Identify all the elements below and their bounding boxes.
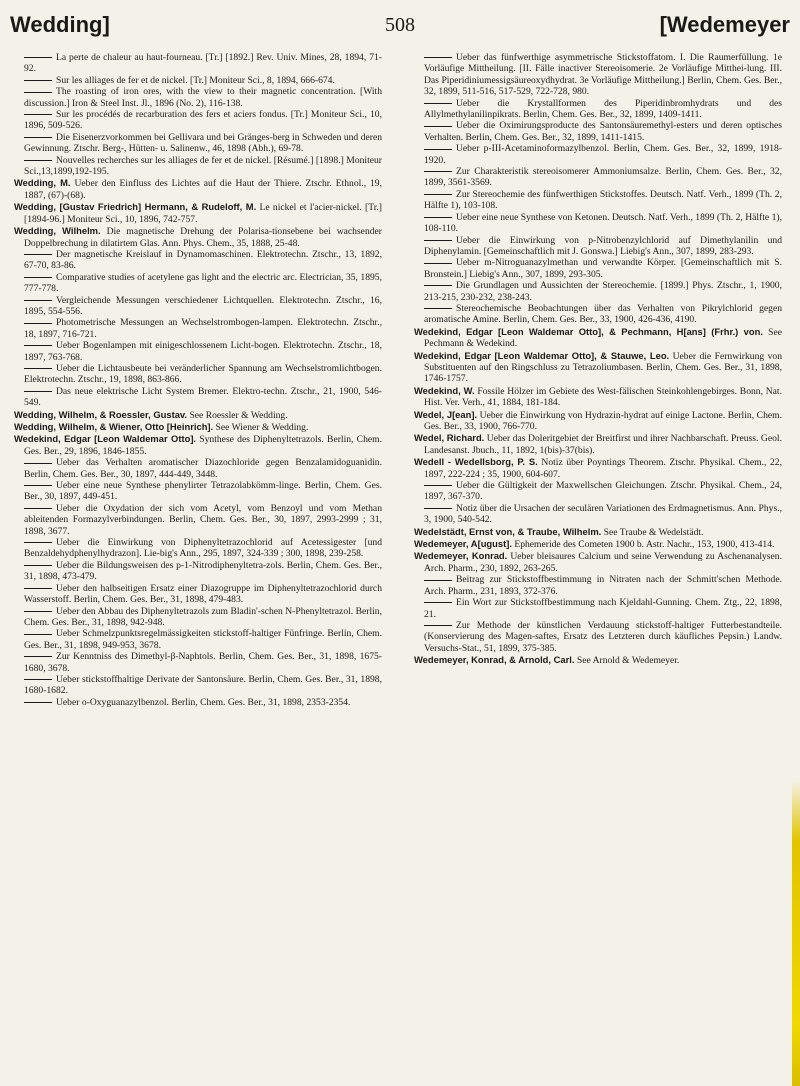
author-heading: Wedding, M. xyxy=(14,177,71,189)
bibliography-entry xyxy=(414,538,782,550)
ditto-dash xyxy=(24,114,52,115)
entry-text: Vergleichende Messungen verschiedener Lichtquellen. Elektrotechn. Ztschr., 16, 1895, 554-556. xyxy=(24,294,382,317)
entry-text: Ephemeride des Cometen 1900 b. Astr. Nachr., 153, 1900, 413-414. xyxy=(511,539,775,551)
bibliography-entry xyxy=(14,583,382,606)
author-heading: Wedding, Wilhelm. xyxy=(14,225,101,237)
entry-text: Photometrische Messungen an Wechselstrombogen-lampen. Elektrotechn. Ztschr., 18, 1897, 716-721. xyxy=(24,317,382,340)
author-heading: Wedemeyer, Konrad. xyxy=(414,550,508,562)
bibliography-entry xyxy=(14,132,382,155)
ditto-dash xyxy=(24,565,52,566)
bibliography-entry xyxy=(14,52,382,75)
author-heading: Wedekind, Edgar [Leon Waldemar Otto], & Stauwe, Leo. xyxy=(414,349,670,361)
entry-text: See Wiener & Wedding. xyxy=(213,422,309,433)
ditto-dash xyxy=(424,57,452,58)
entry-text: Ueber eine neue Synthese phenylirter Tetrazolabkömm-linge. Berlin, Chem. Ges. Ber., 30, 1897, 449-451. xyxy=(24,480,382,503)
entry-text: See Traube & Wedelstädt. xyxy=(601,526,704,538)
ditto-dash xyxy=(24,368,52,369)
entry-text: Ueber Schmelzpunktsregelmässigkeiten stickstoff-haltiger Fünfringe. Berlin, Chem. Ges. Ber., 31, 1898, 949-953, 3678. xyxy=(24,628,382,651)
bibliography-entry xyxy=(14,272,382,295)
bibliography-entry xyxy=(414,52,782,98)
ditto-dash xyxy=(424,171,452,172)
bibliography-entry xyxy=(414,503,782,526)
bibliography-entry xyxy=(414,456,782,480)
ditto-dash xyxy=(24,679,52,680)
entry-text: Zur Stereochemie des fünfwerthigen Stickstoffes. Deutsch. Natf. Verh., 1899 (Th. 2, Hälfte 1), 103-108. xyxy=(424,188,782,212)
entry-text: See Arnold & Wedemeyer. xyxy=(574,655,680,667)
entry-text: Ueber das Verhalten aromatischer Diazochloride gegen Benzalamidoguanidin. Berlin, Chem. Ges. Ber., 30, 1897, 444-449, 3448. xyxy=(24,457,382,480)
bibliography-entry xyxy=(14,340,382,363)
ditto-dash xyxy=(424,625,452,626)
entry-text: Ueber o-Oxyguanazylbenzol. Berlin, Chem. Ges. Ber., 31, 1898, 2353-2354. xyxy=(56,696,351,708)
bibliography-entry xyxy=(14,537,382,560)
ditto-dash xyxy=(424,194,452,195)
entry-text: Ueber bleisaures Calcium und seine Verwendung zu Aschenanalysen. Arch. Pharm., 230, 1892, 263-265. xyxy=(424,551,782,574)
bibliography-entry xyxy=(414,385,782,409)
ditto-dash xyxy=(24,391,52,392)
bibliography-entry xyxy=(414,574,782,597)
entry-text: Die magnetische Drehung der Polarisa-tionsebene bei wachsender Doppelbrechung in dilatirtem Glas. Ann. Phys. Chem., 35, 1888, 25-48. xyxy=(24,226,382,249)
entry-text: Ueber die Einwirkung von Diphenyltetrazochlorid auf Acetessigester [und Benzaldehydphenylhydrazon]. Lie-big's Ann., 295, 1897, 324-339 ; 300, 1898, 239-258. xyxy=(24,537,382,560)
entry-text: Die Grundlagen und Aussichten der Stereochemie. [1899.] Phys. Ztschr., 1, 1900, 213-215, 230-232, 238-243. xyxy=(424,280,782,303)
left-column xyxy=(14,52,382,1080)
ditto-dash xyxy=(24,611,52,612)
entry-text: Fossile Hölzer im Gebiete des West-fälischen Steinkohlengebirges. Bonn, Nat. Hist. Ver. Verh., 41, 1884, 181-184. xyxy=(424,385,782,409)
bibliography-entry xyxy=(14,109,382,132)
ditto-dash xyxy=(24,508,52,509)
bibliography-entry xyxy=(14,560,382,583)
bibliography-entry xyxy=(414,189,782,212)
ditto-dash xyxy=(24,92,52,93)
page-number: 508 xyxy=(385,14,415,36)
entry-text: Comparative studies of acetylene gas light and the electric arc. Electrician, 35, 1895, 777-778. xyxy=(24,271,382,295)
ditto-dash xyxy=(24,57,52,58)
bibliography-entry xyxy=(414,143,782,166)
bibliography-entry xyxy=(14,480,382,503)
entry-text: Ueber eine neue Synthese von Ketonen. Deutsch. Natf. Verh., 1899 (Th. 2, Hälfte 1), 108-110. xyxy=(424,211,782,235)
entry-text: Notiz über Poyntings Theorem. Ztschr. Physikal. Chem., 22, 1897, 222-224 ; 35, 1900, 604-607. xyxy=(424,457,782,480)
entry-text: Beitrag zur Stickstoffbestimmung in Nitraten nach der Schmitt'schen Methode. Arch. Pharm., 231, 1893, 372-376. xyxy=(424,574,782,597)
bibliography-entry xyxy=(14,433,382,457)
ditto-dash xyxy=(424,308,452,309)
entry-text: Ueber den Abbau des Diphenyltetrazols zum Bladin'-schen N-Phenyltetrazol. Berlin, Chem. Ges. Ber., 31, 1898, 942-948. xyxy=(24,605,382,628)
entry-text: Ueber das fünfwerthige asymmetrische Stickstoffatom. I. Die Raumerfüllung. 1e Vorläufige Mittheilung. [II. Fälle inactiver Stereoisomerie. 2e Vorläufige Mitthei-lung. III. Das Piperidiniumessigsäureoxydhydrat. 3e Vorläufige Mittheilung.] Berlin, Chem. Ges. Ber., 32, 1899, 511-516, 517-529, 722-728, 980. xyxy=(424,52,782,98)
ditto-dash xyxy=(24,634,52,635)
ditto-dash xyxy=(24,588,52,589)
bibliography-entry xyxy=(14,457,382,480)
entry-text: Ueber die Lichtausbeute bei veränderlicher Spannung am Wechselstromlichtbogen. Elektrotechn. Ztschr., 19, 1898, 863-866. xyxy=(24,362,382,386)
entry-text: Zur Charakteristik stereoisomerer Ammoniumsalze. Berlin, Chem. Ges. Ber., 32, 1899, 3561-3569. xyxy=(424,166,782,189)
ditto-dash xyxy=(24,656,52,657)
entry-text: Das neue elektrische Licht System Bremer. Elektro-techn. Ztschr., 21, 1900, 546-549. xyxy=(24,385,382,409)
entry-text: Ueber die Gültigkeit der Maxwellschen Gleichungen. Ztschr. Physikal. Chem., 24, 1897, 367-370. xyxy=(424,480,782,503)
entry-text: Ueber die Oxydation der sich vom Acetyl, vom Benzoyl und vom Methan ableitenden Formazylverbindungen. Berlin, Chem. Ges. Ber., 30, 1897, 2993-2999 ; 31, 1898, 3677. xyxy=(24,502,382,537)
entry-text: Ueber die Einwirkung von Hydrazin-hydrat auf einige Lactone. Berlin, Chem. Ges. Ber., 33, 1900, 766-770. xyxy=(424,409,782,432)
entry-text: Ueber die Oximirungsproducte des Santonsäuremethyl-esters und deren optisches Verhalten. Berlin, Chem. Ges. Ber., 32, 1899, 1411-1415. xyxy=(424,120,782,143)
bibliography-entry xyxy=(414,526,782,538)
bibliography-entry xyxy=(14,75,382,86)
entry-text: Zur Methode der künstlichen Verdauung stickstoff-haltiger Futterbestandteile. (Konservierung des Magen-saftes, Ersatz des Letzteren durch käufliches Pepsin.) Landw. Versuchs-Stat., 51, 1899, 375-385. xyxy=(424,619,782,654)
bibliography-entry xyxy=(14,155,382,178)
ditto-dash xyxy=(424,285,452,286)
entry-text: See Pechmann & Wedekind. xyxy=(424,326,782,350)
entry-text: Nouvelles recherches sur les alliages de fer et de nickel. [Résumé.] [1898.] Moniteur Sci.,13,1899,192-195. xyxy=(24,154,382,178)
entry-text: Ueber stickstoffhaltige Derivate der Santonsäure. Berlin, Chem. Ges. Ber., 31, 1898, 1680-1682. xyxy=(24,673,382,697)
ditto-dash xyxy=(24,542,52,543)
ditto-dash xyxy=(424,126,452,127)
entry-text: Ueber die Krystallformen des Piperidinbromhydrats und des Allylmethylanilinpikrats. Berlin, Chem. Ges. Ber., 32, 1899, 1409-1411. xyxy=(424,97,782,121)
bibliography-entry xyxy=(414,597,782,620)
bibliography-entry xyxy=(14,674,382,697)
entry-text: See Roessler & Wedding. xyxy=(187,409,288,421)
bibliography-entry xyxy=(14,606,382,629)
entry-text: Sur les procédés de recarburation des fers et aciers fondus. [Tr.] Moniteur Sci., 10, 1896, 509-526. xyxy=(24,109,382,132)
ditto-dash xyxy=(24,80,52,81)
author-heading: Wedding, [Gustav Friedrich] Hermann, & Rudeloff, M. xyxy=(14,201,257,213)
bibliography-entry xyxy=(414,654,782,666)
entry-text: Notiz über die Ursachen der seculären Variationen des Erdmagnetismus. Ann. Phys., 3, 1900, 540-542. xyxy=(424,502,782,526)
author-heading: Wedekind, Edgar [Leon Waldemar Otto]. xyxy=(14,433,197,445)
bibliography-entry xyxy=(414,235,782,258)
bibliography-entry xyxy=(414,166,782,189)
ditto-dash xyxy=(24,463,52,464)
bibliography-entry xyxy=(14,363,382,386)
author-heading: Wedel, Richard. xyxy=(414,432,485,444)
bibliography-entry xyxy=(14,86,382,109)
page-edge-tab xyxy=(792,780,800,1086)
ditto-dash xyxy=(424,580,452,581)
entry-text: Sur les alliages de fer et de nickel. [Tr.] Moniteur Sci., 8, 1894, 666-674. xyxy=(56,74,335,86)
entry-text: Ueber p-III-Acetaminoformazylbenzol. Berlin, Chem. Ges. Ber., 32, 1899, 1918-1920. xyxy=(424,143,782,166)
bibliography-entry xyxy=(14,201,382,225)
bibliography-entry xyxy=(14,177,382,201)
bibliography-entry xyxy=(414,280,782,303)
author-heading: Wedell - Wedellsborg, P. S. xyxy=(414,456,538,468)
ditto-dash xyxy=(24,323,52,324)
entry-text: Ein Wort zur Stickstoffbestimmung nach Kjeldahl-Gunning. Chem. Ztg., 22, 1898, 21. xyxy=(424,597,782,620)
ditto-dash xyxy=(424,103,452,104)
ditto-dash xyxy=(424,602,452,603)
bibliography-entry xyxy=(414,98,782,121)
ditto-dash xyxy=(24,277,52,278)
author-heading: Wedel, J[ean]. xyxy=(414,408,478,420)
header-first-entry: Wedding] xyxy=(10,12,110,37)
ditto-dash xyxy=(424,485,452,486)
entry-text: Die Eisenerzvorkommen bei Gellivara und bei Gränges-berg in Schweden und deren Gewinnung. Ztschr. Berg-, Hütten- u. Salinenw., 46, 1898 (Abh.), 69-78. xyxy=(24,131,382,155)
ditto-dash xyxy=(24,254,52,255)
author-heading: Wedding, Wilhelm, & Roessler, Gustav. xyxy=(14,408,188,420)
entry-text: Ueber den halbseitigen Ersatz einer Diazogruppe im Diphenyltetrazochlorid durch Wasserstoff. Berlin, Chem. Ges. Ber., 31, 1898, 479-483. xyxy=(24,582,382,606)
entry-text: Ueber die Bildungsweisen des p-1-Nitrodiphenyltetra-zols. Berlin, Chem. Ges. Ber., 31, 1898, 473-479. xyxy=(24,559,382,583)
bibliography-entry xyxy=(414,409,782,433)
ditto-dash xyxy=(24,702,52,703)
bibliography-entry xyxy=(14,421,382,433)
bibliography-entry xyxy=(14,503,382,537)
author-heading: Wedding, Wilhelm, & Wiener, Otto [Heinrich]. xyxy=(14,421,214,432)
right-column xyxy=(414,52,782,1080)
bibliography-entry xyxy=(414,120,782,143)
bibliography-entry xyxy=(414,432,782,456)
entry-text: La perte de chaleur au haut-fourneau. [Tr.] [1892.] Rev. Univ. Mines, 28, 1894, 71-92. xyxy=(24,52,382,75)
bibliography-entry xyxy=(414,212,782,235)
entry-text: Ueber die Einwirkung von p-Nitrobenzylchlorid auf Dimethylanilin und Diphenylamin. [Gemeinschaftlich mit J. Gonswa.] Liebig's Ann., 307, 1899, 283-293. xyxy=(424,234,782,257)
ditto-dash xyxy=(24,485,52,486)
bibliography-entry xyxy=(14,628,382,651)
entry-text: Ueber den Einfluss des Lichtes auf die Haut der Thiere. Ztschr. Ethnol., 19, 1887, (67)-(68). xyxy=(24,178,382,201)
ditto-dash xyxy=(24,137,52,138)
entry-text: Ueber Bogenlampen mit einigeschlossenem Licht-bogen. Elektrotechn. Ztschr., 18, 1897, 763-768. xyxy=(24,340,382,363)
ditto-dash xyxy=(24,345,52,346)
bibliography-entry xyxy=(14,225,382,249)
entry-text: Zur Kenntniss des Dimethyl-β-Naphtols. Berlin, Chem. Ges. Ber., 31, 1898, 1675-1680, 3678. xyxy=(24,651,382,674)
header-last-entry: [Wedemeyer xyxy=(659,12,790,37)
entry-text: Synthese des Diphenyltetrazols. Berlin, Chem. Ges. Ber., 29, 1896, 1846-1855. xyxy=(24,434,382,457)
entry-text: Ueber m-Nitroguanazylmethan und verwandte Körper. [Gemeinschaftlich mit S. Bronstein.] Liebig's Ann., 307, 1899, 293-305. xyxy=(424,257,782,280)
ditto-dash xyxy=(424,508,452,509)
entry-text: The roasting of iron ores, with the view to their magnetic concentration. [With discussion.] Iron & Steel Inst. Jl., 1896 (No. 2), 116-138. xyxy=(24,86,382,109)
bibliography-entry xyxy=(14,295,382,318)
bibliography-entry xyxy=(414,620,782,654)
bibliography-entry xyxy=(414,257,782,280)
bibliography-entry xyxy=(14,409,382,421)
bibliography-entry xyxy=(14,249,382,272)
author-heading: Wedemeyer, Konrad, & Arnold, Carl. xyxy=(414,654,575,666)
author-heading: Wedekind, Edgar [Leon Waldemar Otto], & Pechmann, H[ans] (Frhr.) von. xyxy=(414,325,763,337)
ditto-dash xyxy=(424,149,452,150)
bibliography-entry xyxy=(14,697,382,708)
entry-text: Ueber die Fernwirkung von Substituenten auf den Ringschluss zu Tetrazoliumbasen. Berlin, Chem. Ges. Ber., 31, 1898, 1746-1757. xyxy=(424,350,782,385)
bibliography-entry xyxy=(414,303,782,326)
ditto-dash xyxy=(424,240,452,241)
ditto-dash xyxy=(24,300,52,301)
bibliography-entry xyxy=(414,326,782,350)
bibliography-entry xyxy=(414,350,782,385)
bibliography-entry xyxy=(14,386,382,409)
ditto-dash xyxy=(424,263,452,264)
author-heading: Wedelstädt, Ernst von, & Traube, Wilhelm. xyxy=(414,525,602,537)
ditto-dash xyxy=(24,160,52,161)
bibliography-entry xyxy=(14,651,382,674)
entry-text: Le nickel et l'acier-nickel. [Tr.] [1894-96.] Moniteur Sci., 10, 1896, 742-757. xyxy=(24,202,382,225)
entry-text: Stereochemische Beobachtungen über das Verhalten von Pikrylchlorid gegen aromatische Amine. Berlin, Chem. Ges. Ber., 33, 1900, 426-436, 4190. xyxy=(424,302,782,326)
bibliography-entry xyxy=(414,550,782,574)
author-heading: Wedemeyer, A[ugust]. xyxy=(414,538,512,550)
entry-text: Ueber das Doleritgebiet der Breitfirst und ihrer Nachbarschaft. Preuss. Geol. Landesanst. Jbuch., 11, 1892, 1(bis)-37(bis). xyxy=(424,433,782,456)
author-heading: Wedekind, W. xyxy=(414,384,475,396)
running-header xyxy=(10,10,790,50)
entry-text: Der magnetische Kreislauf in Dynamomaschinen. Elektrotechn. Ztschr., 13, 1892, 67-70, 83-86. xyxy=(24,248,382,272)
bibliography-entry xyxy=(414,480,782,503)
ditto-dash xyxy=(424,217,452,218)
bibliography-entry xyxy=(14,317,382,340)
